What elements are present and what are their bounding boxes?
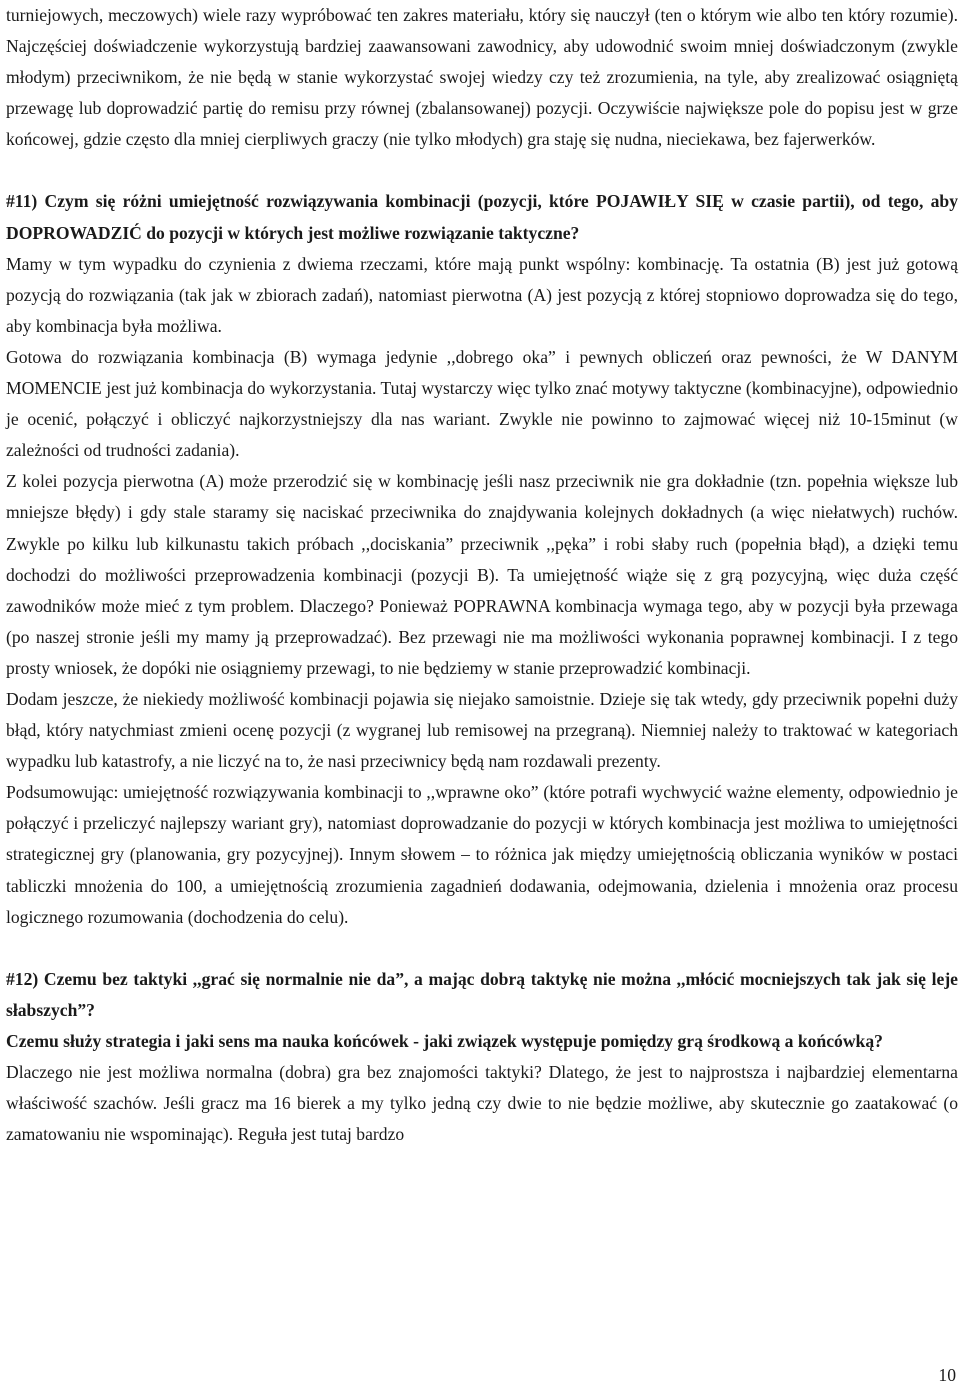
section-12-heading-1: #12) Czemu bez taktyki ,,grać się normalnie nie da”, a mając dobrą taktykę nie można ,,młócić mocniejszych tak jak się leje słabszych”?	[6, 968, 958, 1020]
section-11-paragraph-4: Dodam jeszcze, że niekiedy możliwość kombinacji pojawia się niejako samoistnie. Dzieje się tak wtedy, gdy przeciwnik popełni duży błąd, który natychmiast zmieni ocenę pozycji (z wygranej lub remisowej na przegraną). Niemniej należy to traktować w kategoriach wypadku lub katastrofy, a nie liczyć na to, że nasi przeciwnicy będą nam rozdawali prezenty.	[6, 688, 958, 772]
section-11-heading: #11) Czym się różni umiejętność rozwiązywania kombinacji (pozycji, które POJAWIŁY SIĘ w czasie partii), od tego, aby DOPROWADZIĆ do pozycji w których jest możliwe rozwiązanie taktyczne?	[6, 191, 958, 243]
section-11-paragraph-3: Z kolei pozycja pierwotna (A) może przerodzić się w kombinację jeśli nasz przeciwnik nie gra dokładnie (tzn. popełnia większe lub mniejsze błędy) i gdy stale staramy się naciskać przeciwnika do znajdywania kolejnych dokładnych (a więc niełatwych) ruchów. Zwykle po kilku lub kilkunastu takich próbach ,,dociskania” przeciwnik ,,pęka” i robi słaby ruch (popełnia błąd), a dzięki temu dochodzi do możliwości przeprowadzenia kombinacji (pozycji B). Ta umiejętność wiąże się z grą pozycyjną, więc duża część zawodników może mieć z tym problem. Dlaczego? Ponieważ POPRAWNA kombinacja wymaga tego, aby w pozycji była przewaga (po naszej stronie jeśli my mamy ją przeprowadzać). Bez przewagi nie ma możliwości wykonania poprawnej kombinacji. I z tego prosty wniosek, że dopóki nie osiągniemy przewagi, to nie będziemy w stanie przeprowadzić kombinacji.	[6, 471, 958, 678]
section-11-paragraph-5: Podsumowując: umiejętność rozwiązywania kombinacji to ,,wprawne oko” (które potrafi wychwycić ważne elementy, odpowiednio je połączyć i przeliczyć najlepszy wariant gry), natomiast doprowadzanie do pozycji w których kombinacja jest możliwa to umiejętności strategicznej gry (planowania, gry pozycyjnej). Innym słowem – to różnica jak między umiejętnością obliczania wyników w postaci tabliczki mnożenia do 100, a umiejętnością zrozumienia zagadnień dodawania, odejmowania, dzielenia i mnożenia oraz procesu logicznego rozumowania (dochodzenia do celu).	[6, 782, 958, 927]
section-spacer	[6, 155, 958, 186]
section-12-paragraph: Dlaczego nie jest możliwa normalna (dobra) gra bez znajomości taktyki? Dlatego, że jest to najprostsza i najbardziej elementarna właściwość szachów. Jeśli gracz ma 16 bierek a my tylko jedną czy dwie to nie będzie możliwe, aby skutecznie go zaatakować (o zamatowaniu nie wspominając). Reguła jest tutaj bardzo	[6, 1062, 958, 1145]
section-spacer	[6, 933, 958, 964]
document-page	[6, 0, 958, 1150]
section-11-paragraph-1: Mamy w tym wypadku do czynienia z dwiema rzeczami, które mają punkt wspólny: kombinację. Ta ostatnia (B) jest już gotową pozycją do rozwiązania (tak jak w zbiorach zadań), natomiast pierwotna (A) jest pozycją z której stopniowo doprowadza się do tego, aby kombinacja była możliwa.	[6, 253, 958, 336]
section-11-paragraph-2: Gotowa do rozwiązania kombinacja (B) wymaga jedynie ,,dobrego oka” i pewnych obliczeń oraz pewności, że W DANYM MOMENCIE jest już kombinacja do wykorzystania. Tutaj wystarczy więc tylko znać motywy taktyczne (kombinacyjne), odpowiednio je ocenić, połączyć i obliczyć najkorzystniejszy dla nas wariant. Zwykle nie powinno to zajmować więcej niż 10-15minut (w zależności od trudności zadania).	[6, 346, 958, 461]
intro-paragraph: turniejowych, meczowych) wiele razy wypróbować ten zakres materiału, który się nauczył (ten o którym wie albo ten który rozumie). Najczęściej doświadczenie wykorzystują bardziej zaawansowani zawodnicy, aby udowodnić swoim mniej doświadczonym (zwykle młodym) przeciwnikom, że nie będą w stanie wykorzystać swojej wiedzy czy też zrozumienia, na tyle, aby zrealizować osiągniętą przewagę lub doprowadzić partię do remisu przy równej (zbalansowanej) pozycji. Oczywiście największe pole do popisu jest w grze końcowej, gdzie często dla mniej cierpliwych graczy (nie tylko młodych) gra staję się nudna, nieciekawa, bez fajerwerków.	[6, 5, 958, 150]
section-12-heading-2: Czemu służy strategia i jaki sens ma nauka końcówek - jaki związek występuje pomiędzy grą środkową a końcówką?	[6, 1030, 883, 1051]
page-number: 10	[938, 1365, 956, 1385]
